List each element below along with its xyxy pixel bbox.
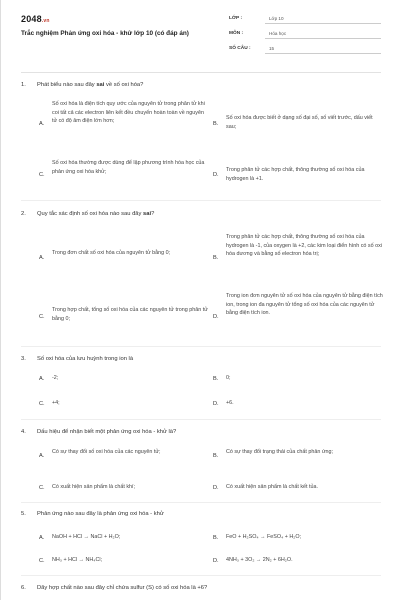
option-text: Số oxi hóa được biết ở dạng số đại số, số viết trước, dấu viết sau; xyxy=(226,115,373,130)
question-text-part: Quy tắc xác định số oxi hóa nào sau đây xyxy=(37,211,144,217)
question-text-part: Phát biểu nào sau đây xyxy=(37,82,97,88)
option-text: Có xuất hiện sản phẩm là chất kết tủa. xyxy=(226,484,318,490)
meta-row-subject xyxy=(229,31,381,41)
option-text: Trong đơn chất số oxi hóa của nguyên tử bằng 0; xyxy=(52,250,171,256)
question-number: 6. xyxy=(21,585,26,591)
option-letter: D. xyxy=(213,401,219,407)
option-letter: A. xyxy=(39,453,45,459)
option-letter: C. xyxy=(39,485,45,491)
option-text: +4; xyxy=(52,400,60,406)
option-text: Trong ion đơn nguyên tử số oxi hóa của nguyên tử bằng điện tích ion, trong ion đa nguyên tử tổng số oxi hóa của các nguyên tử bằng điện tích ion. xyxy=(226,293,383,317)
option-text: Trong phân tử các hợp chất, thông thường số oxi hóa của hydrogen là -1, của oxygen là +2, các kim loại điển hình có số oxi hóa dương và bằng số electron hóa trị; xyxy=(226,234,382,258)
option-text: +6. xyxy=(226,400,234,406)
question-number: 5. xyxy=(21,511,26,517)
option-letter: C. xyxy=(39,558,45,564)
meta-row-class xyxy=(229,16,381,26)
meta-value: 15 xyxy=(269,46,275,51)
meta-underline xyxy=(265,53,381,54)
question-divider xyxy=(21,502,381,503)
question-divider xyxy=(21,575,381,576)
document-header xyxy=(21,14,381,74)
option-letter: C. xyxy=(39,401,45,407)
meta-value: Hóa học xyxy=(269,31,287,36)
option-text: Số oxi hóa là điện tích quy ước của nguyên tử trong phân tử khi coi tất cả các electron liên kết đều chuyển hoàn toàn về nguyên tử có độ âm điện lớn hơn; xyxy=(52,101,205,125)
meta-underline xyxy=(265,38,381,39)
header-divider xyxy=(21,72,381,73)
option-text: Có xuất hiện sản phẩm là chất khí; xyxy=(52,484,136,490)
option-letter: A. xyxy=(39,255,45,261)
question-number: 3. xyxy=(21,356,26,362)
option-letter: B. xyxy=(213,535,219,541)
option-letter: C. xyxy=(39,172,45,178)
option-letter: C. xyxy=(39,314,45,320)
option-letter: A. xyxy=(39,121,45,127)
question-text-part: ? xyxy=(151,211,155,217)
question-emphasis: sai xyxy=(143,211,152,217)
logo-suffix: .vn xyxy=(41,18,50,24)
question-text-part: Dãy hợp chất nào sau đây chỉ chứa sulfur (S) có số oxi hóa là +6? xyxy=(37,585,208,591)
meta-value: Lớp 10 xyxy=(269,16,284,21)
question-text xyxy=(21,211,154,217)
option-letter: B. xyxy=(213,453,219,459)
option-letter: B. xyxy=(213,255,219,261)
option-letter: D. xyxy=(213,172,219,178)
option-text: Trong phân tử các hợp chất, thông thường số oxi hóa của hydrogen là +1. xyxy=(226,167,365,182)
meta-key: MÔN : xyxy=(229,31,244,36)
meta-key: LỚP : xyxy=(229,16,243,21)
option-letter: B. xyxy=(213,376,219,382)
question-text xyxy=(21,511,164,517)
question-number: 1. xyxy=(21,82,26,88)
question-text xyxy=(21,82,143,88)
question-text xyxy=(21,429,176,435)
option-letter: B. xyxy=(213,121,219,127)
meta-row-count xyxy=(229,46,381,56)
option-letter: A. xyxy=(39,535,45,541)
question-number: 4. xyxy=(21,429,26,435)
meta-underline xyxy=(265,23,381,24)
site-logo[interactable] xyxy=(21,14,50,24)
question-text xyxy=(21,356,133,362)
document-title: Trắc nghiệm Phản ứng oxi hóa - khử lớp 10 (có đáp án) xyxy=(21,30,189,37)
option-text: NH₃ + HCl → NH₄Cl; xyxy=(52,557,103,563)
question-text-part: Dấu hiệu để nhận biết một phản ứng oxi hóa - khử là? xyxy=(37,429,177,435)
option-letter: D. xyxy=(213,485,219,491)
question-text xyxy=(21,585,207,591)
option-text: Trong hợp chất, tổng số oxi hóa của các nguyên tử trong phân tử bằng 0; xyxy=(52,307,208,322)
option-text: Có sự thay đổi trạng thái của chất phản ứng; xyxy=(226,449,334,455)
option-letter: D. xyxy=(213,558,219,564)
option-text: 0; xyxy=(226,375,231,381)
option-text: FeO + H₂SO₄ → FeSO₄ + H₂O; xyxy=(226,534,302,540)
option-text: Số oxi hóa thường được dùng để lập phương trình hóa học của phản ứng oxi hóa khử; xyxy=(52,160,205,175)
option-text: 4NH₃ + 3O₂ → 2N₂ + 6H₂O. xyxy=(226,557,293,563)
meta-key: SỐ CÂU : xyxy=(229,46,251,51)
option-text: NaOH + HCl → NaCl + H₂O; xyxy=(52,534,121,540)
question-number: 2. xyxy=(21,211,26,217)
question-divider xyxy=(21,419,381,420)
question-divider xyxy=(21,346,381,347)
question-text-part: Số oxi hóa của lưu huỳnh trong ion là xyxy=(37,356,134,362)
option-text: -2; xyxy=(52,375,59,381)
option-text: Có sự thay đổi số oxi hóa của các nguyên tử; xyxy=(52,449,161,455)
question-divider xyxy=(21,200,381,201)
logo-main: 2048 xyxy=(21,14,42,24)
question-text-part: Phản ứng nào sau đây là phản ứng oxi hóa - khử xyxy=(37,511,164,517)
option-letter: D. xyxy=(213,314,219,320)
question-text-part: về số oxi hóa? xyxy=(104,82,144,88)
question-emphasis: sai xyxy=(96,82,105,88)
option-letter: A. xyxy=(39,376,45,382)
